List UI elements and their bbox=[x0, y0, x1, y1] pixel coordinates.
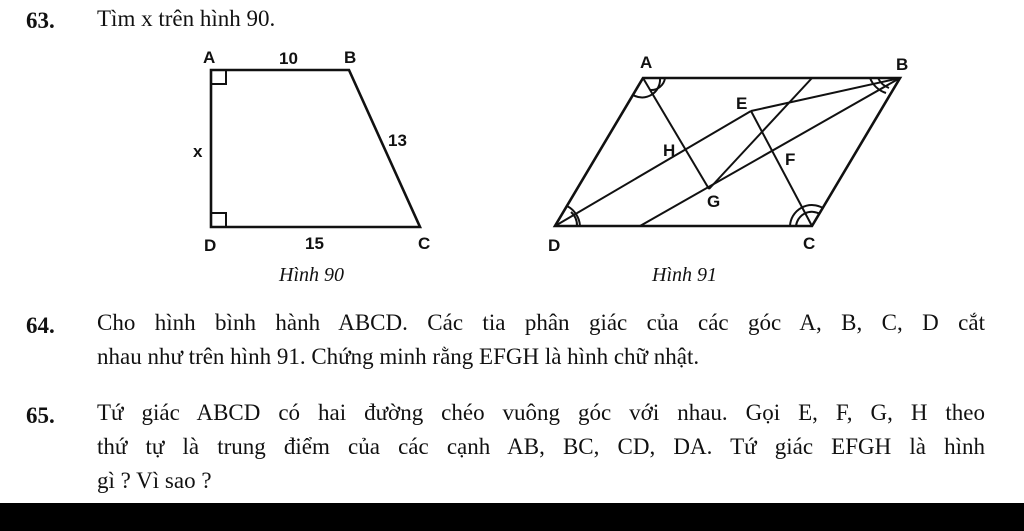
exercise-64-number: 64. bbox=[26, 313, 55, 338]
fig91-label-e: E bbox=[736, 94, 748, 113]
fig91-label-d: D bbox=[548, 236, 561, 255]
exercise-64-line-1: Cho hình bình hành ABCD. Các tia phân giác của các góc A, B, C, D cắt bbox=[97, 310, 985, 335]
fig90-label-d: D bbox=[204, 236, 217, 255]
bisector-b-segment-1 bbox=[751, 78, 900, 111]
exercise-65-line-2: thứ tự là trung điểm của các cạnh AB, BC, CD, DA. Tứ giác EFGH là hình bbox=[97, 434, 985, 459]
bisector-c-extended bbox=[709, 78, 812, 189]
bisector-c bbox=[751, 111, 812, 226]
figure-90-caption: Hình 90 bbox=[279, 264, 344, 286]
fig90-length-bottom: 15 bbox=[305, 234, 324, 253]
bisector-d-to-e bbox=[555, 111, 751, 226]
fig91-label-b: B bbox=[896, 55, 909, 74]
exercise-65-line-3: gì ? Vì sao ? bbox=[97, 468, 212, 493]
figure-90 bbox=[193, 48, 430, 255]
fig91-label-f: F bbox=[785, 150, 796, 169]
fig90-label-a: A bbox=[203, 48, 216, 67]
bisector-b bbox=[640, 78, 900, 226]
fig90-label-c: C bbox=[418, 234, 431, 253]
exercise-65-number: 65. bbox=[26, 403, 55, 428]
exercise-64-line-2: nhau như trên hình 91. Chứng minh rằng EFGH là hình chữ nhật. bbox=[97, 344, 700, 369]
fig90-length-top: 10 bbox=[279, 49, 298, 68]
bottom-black-bar bbox=[0, 503, 1024, 531]
fig91-label-c: C bbox=[803, 234, 816, 253]
angle-arc-a-2 bbox=[650, 78, 665, 90]
right-angle-mark-d bbox=[211, 213, 226, 227]
fig91-label-g: G bbox=[707, 192, 721, 211]
exercise-63-text: Tìm x trên hình 90. bbox=[97, 6, 276, 31]
figure-91 bbox=[548, 53, 908, 255]
right-angle-mark-a bbox=[211, 70, 226, 84]
fig91-label-a: A bbox=[640, 53, 653, 72]
parallelogram-abcd bbox=[555, 78, 900, 226]
fig91-label-h: H bbox=[663, 141, 676, 160]
fig90-label-b: B bbox=[344, 48, 357, 67]
fig90-length-x: x bbox=[193, 142, 203, 161]
exercise-65-line-1: Tứ giác ABCD có hai đường chéo vuông góc với nhau. Gọi E, F, G, H theo bbox=[97, 400, 985, 425]
fig90-length-bc: 13 bbox=[388, 131, 407, 150]
exercise-63-number: 63. bbox=[26, 8, 55, 33]
figure-91-caption: Hình 91 bbox=[652, 264, 717, 286]
